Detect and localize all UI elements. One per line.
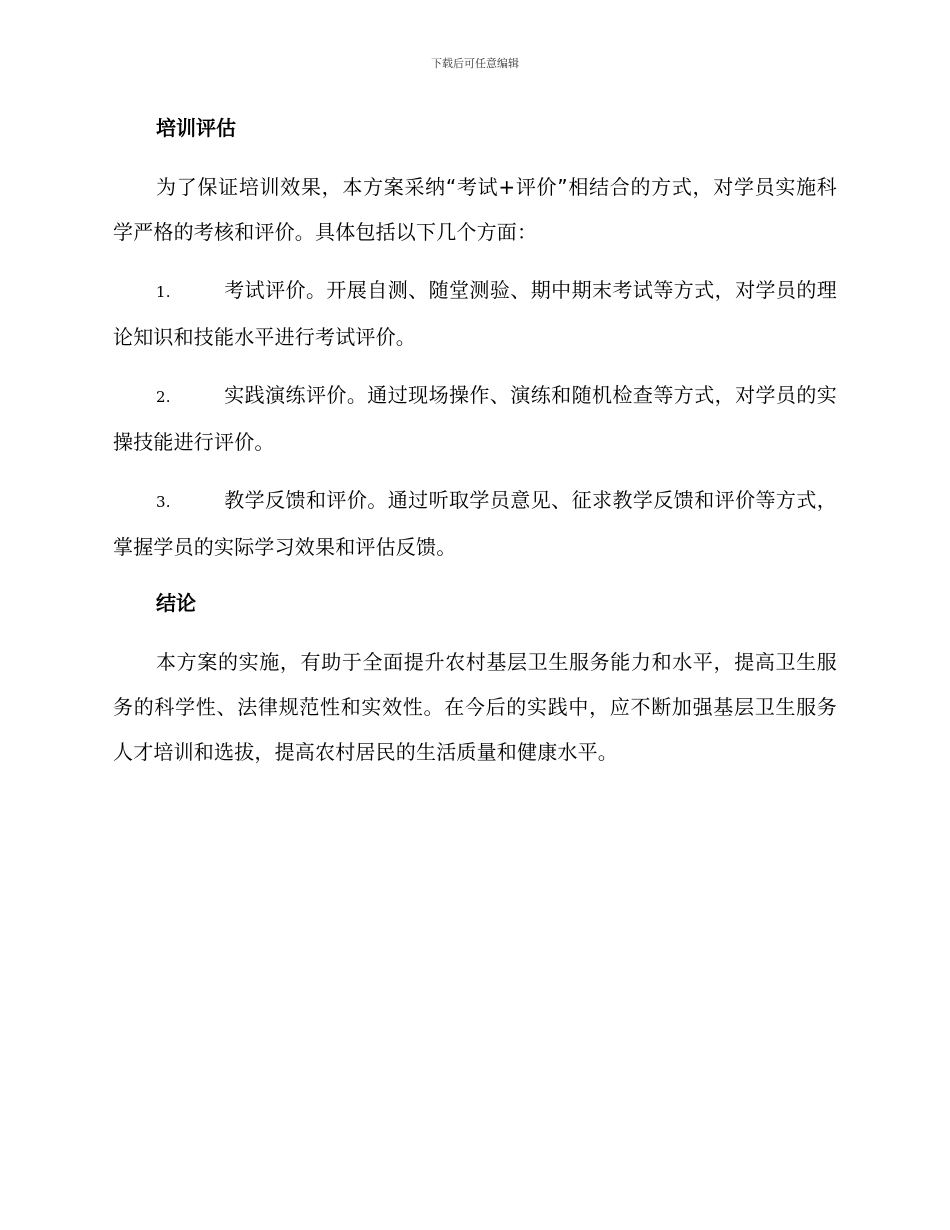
list-item-text: 实践演练评价。通过现场操作、演练和随机检查等方式，对学员的实操技能进行评价。 — [113, 383, 837, 454]
list-item — [113, 478, 837, 570]
evaluation-intro-paragraph: 为了保证培训效果，本方案采纳“考试+评价”相结合的方式，对学员实施科学严格的考核和评价。具体包括以下几个方面： — [113, 175, 837, 244]
list-item-text: 教学反馈和评价。通过听取学员意见、征求教学反馈和评价等方式，掌握学员的实际学习效果和评估反馈。 — [113, 488, 837, 559]
list-item-number: 3. — [156, 493, 171, 511]
list-item-number: 2. — [156, 388, 171, 406]
list-item — [113, 268, 837, 360]
conclusion-paragraph: 本方案的实施，有助于全面提升农村基层卫生服务能力和水平，提高卫生服务的科学性、法律规范性和实效性。在今后的实践中，应不断加强基层卫生服务人才培训和选拔，提高农村居民的生活质量和健康水平。 — [113, 650, 837, 764]
section-title-conclusion: 结论 — [156, 591, 196, 615]
list-item-text: 考试评价。开展自测、随堂测验、期中期末考试等方式，对学员的理论知识和技能水平进行考试评价。 — [113, 278, 837, 349]
document-body — [113, 108, 837, 788]
list-item — [113, 373, 837, 465]
list-item-number: 1. — [156, 283, 171, 301]
header-note: 下载后可任意编辑 — [431, 57, 519, 70]
section-title-evaluation: 培训评估 — [156, 116, 236, 140]
